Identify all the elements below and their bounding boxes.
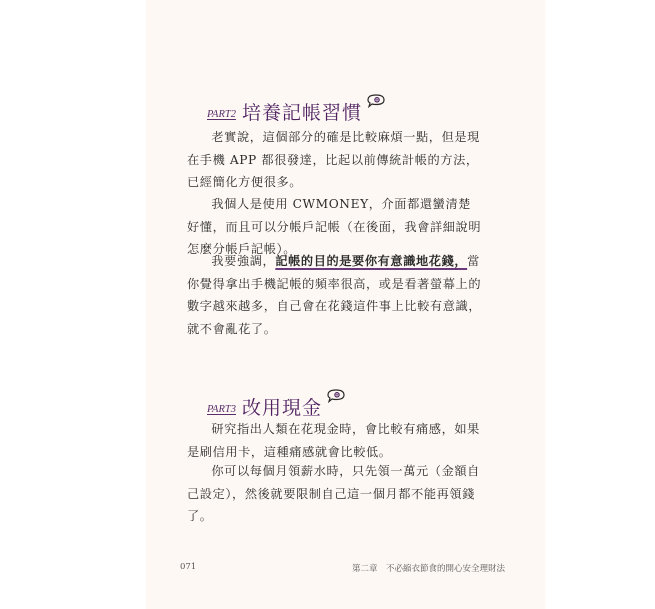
section-title: 改用現金	[241, 397, 322, 419]
paragraph: 我個人是使用 CWMONEY，介面都還蠻清楚好懂，而且可以分帳戶記帳（在後面，我會詳細說明怎麼分帳戶記帳）。	[187, 197, 482, 256]
emphasized-text: 記帳的目的是要你有意識地花錢，	[275, 254, 468, 268]
section-heading-part3	[207, 389, 346, 418]
paragraph-lead: 我要強調，	[211, 254, 276, 268]
paragraph-rest: 當你覺得拿出手機記帳的頻率很高，或是看著螢幕上的數字越來越多，自己會在花錢這件事上比較有意識，就不會亂花了。	[187, 254, 482, 336]
paragraph: 研究指出人類在花現金時，會比較有痛感，如果是刷信用卡，這種痛感就會比較低。	[187, 422, 480, 459]
section-title: 培養記帳習慣	[241, 102, 362, 124]
section-heading-part2	[207, 94, 386, 123]
part-label: PART2	[207, 108, 236, 120]
chapter-title: 第二章 不必縮衣節食的開心安全理財法	[351, 564, 505, 574]
speech-bubble-icon	[326, 389, 346, 408]
paragraph: 你可以每個月領薪水時，只先領一萬元（金額自己設定），然後就要限制自己這一個月都不能再領錢了。	[187, 464, 480, 523]
paragraph: 老實說，這個部分的確是比較麻煩一點，但是現在手機 APP 都很發達，比起以前傳統計帳的方法，已經簡化方便很多。	[187, 130, 480, 189]
part-label: PART3	[207, 403, 236, 415]
paragraph	[187, 250, 483, 340]
page-number: 071	[180, 562, 197, 572]
speech-bubble-icon	[366, 94, 386, 113]
